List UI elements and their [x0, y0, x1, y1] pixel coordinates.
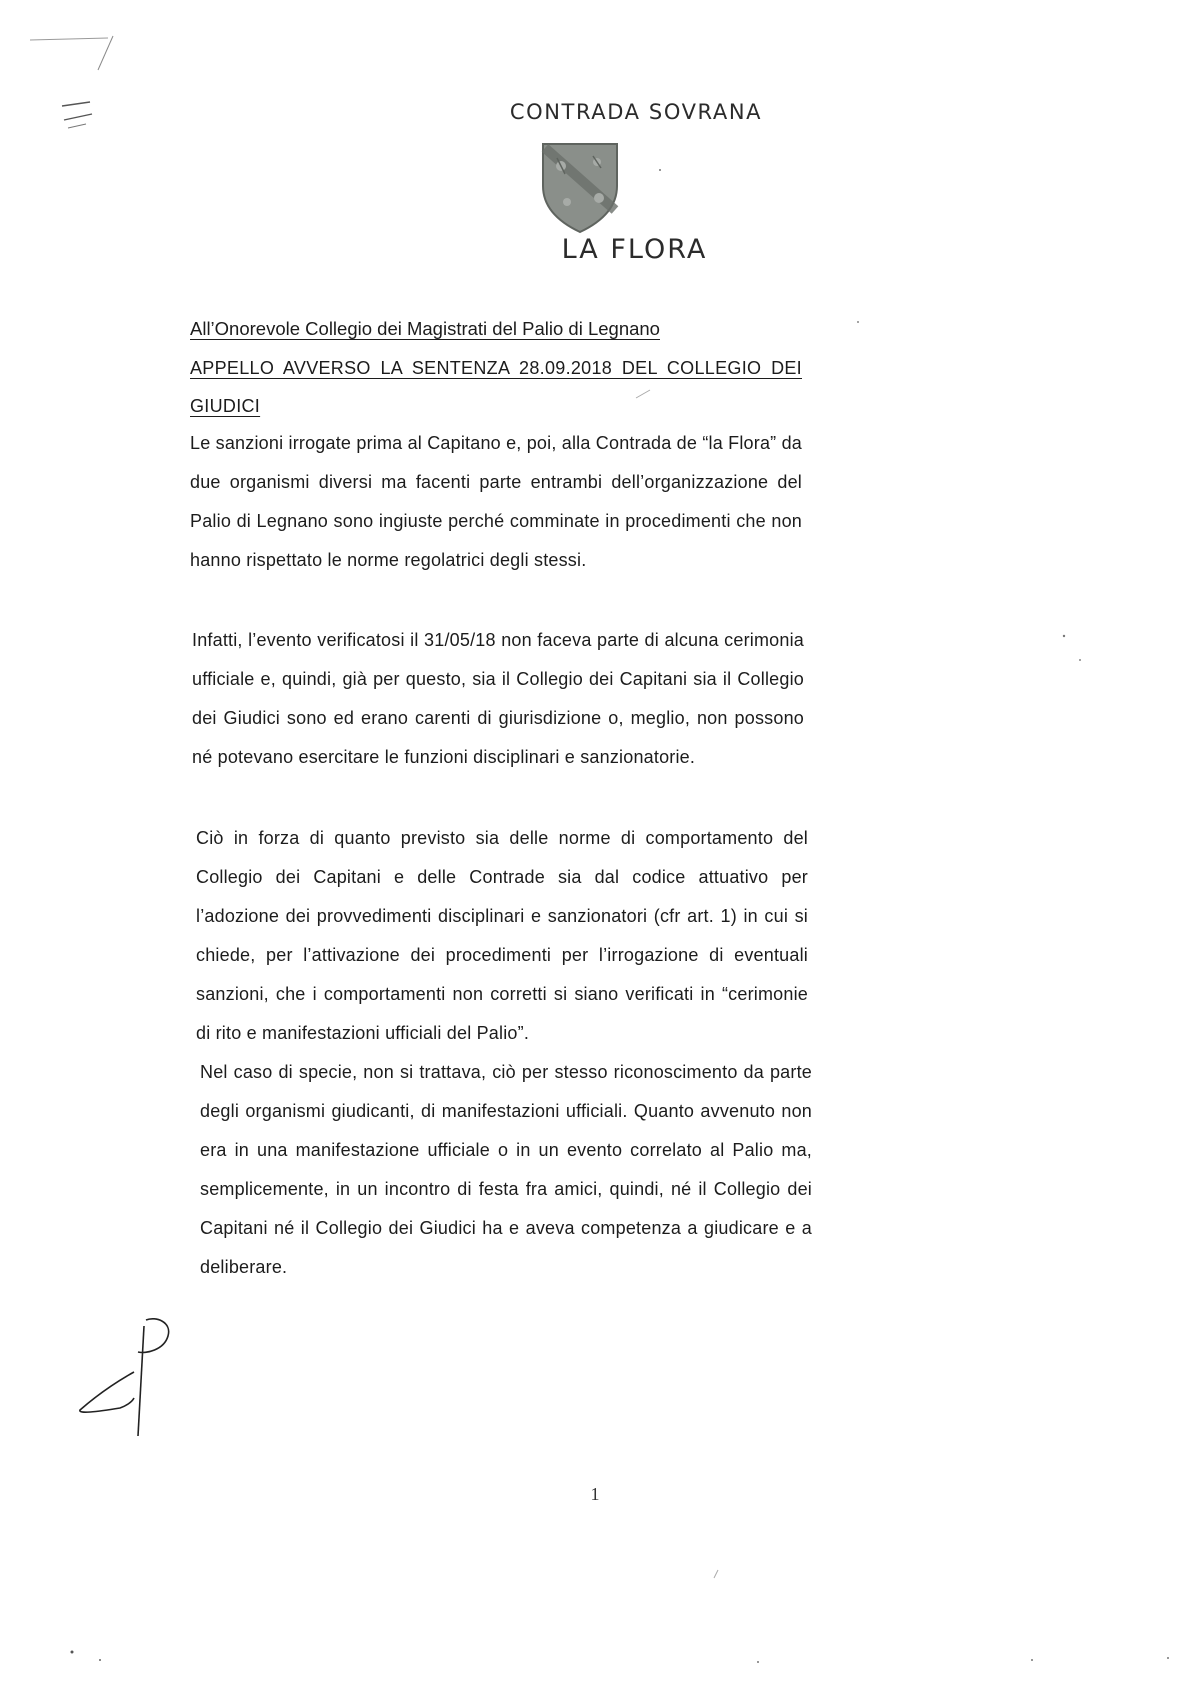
paragraph-2: Infatti, l’evento verificatosi il 31/05/18 non faceva parte di alcuna cerimonia ufficiale e, quindi, già per questo, sia il Collegio dei Capitani sia il Collegio dei Giudici sono ed erano carenti di giurisdizione o, meglio, non possono né potevano esercitare le funzioni disciplinari e sanzionatorie. — [192, 630, 804, 767]
margin-scribble-icon — [28, 30, 148, 150]
paragraph-4: Nel caso di specie, non si trattava, ciò per stesso riconoscimento da parte degli organismi giudicanti, di manifestazioni ufficiali. Quanto avvenuto non era in una manifestazione ufficiale o in un evento correlato al Palio ma, semplicemente, in un incontro di festa fra amici, quindi, né il Collegio dei Capitani né il Collegio dei Giudici ha e aveva competenza a giudicare e a deliberare. — [200, 1062, 812, 1277]
paragraph-3: Ciò in forza di quanto previsto sia delle norme di comportamento del Collegio dei Capitani e delle Contrade sia dal codice attuativo per l’adozione dei provvedimenti disciplinari e sanzionatori (cfr art. 1) in cui si chiede, per l’attivazione dei procedimenti per l’irrogazione di eventuali sanzioni, che i comportamenti non corretti si siano verificati in “cerimonie di rito e manifestazioni ufficiali del Palio”. — [196, 828, 808, 1043]
appeal-title-continuation: GIUDICI — [190, 396, 261, 416]
appeal-title-line: APPELLO AVVERSO LA SENTENZA 28.09.2018 DEL COLLEGIO DEI — [190, 358, 802, 378]
organization-name-bottom: LA FLORA — [561, 234, 708, 265]
contrada-crest-icon — [537, 138, 623, 234]
page-number: 1 — [590, 1484, 600, 1504]
addressee-line: All’Onorevole Collegio dei Magistrati del Palio di Legnano — [190, 318, 660, 339]
organization-name-top: CONTRADA SOVRANA — [509, 100, 763, 124]
paragraph-1: Le sanzioni irrogate prima al Capitano e, poi, alla Contrada de “la Flora” da due organismi diversi ma facenti parte entrambi dell’organizzazione del Palio di Legnano sono ingiuste perché comminate in procedimenti che non hanno rispettato le norme regolatrici degli stessi. — [190, 433, 802, 570]
handwritten-signature-icon — [76, 1312, 186, 1442]
